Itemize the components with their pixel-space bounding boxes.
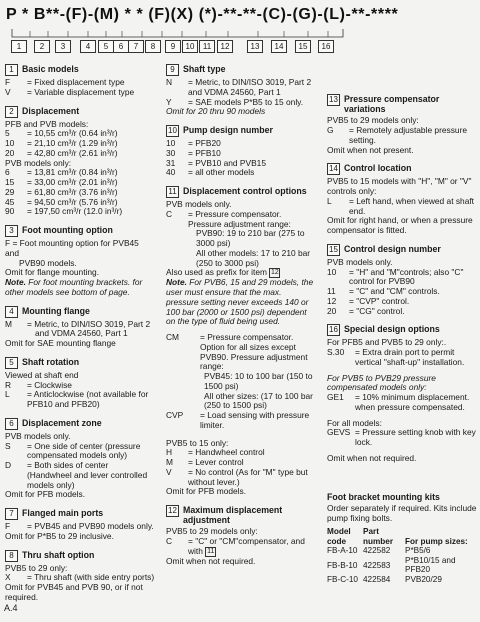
- section-title: Shaft type: [183, 64, 226, 74]
- subheading: PVB5 to 29 only:: [5, 562, 68, 573]
- option-code: R: [5, 379, 12, 390]
- option-desc: = One side of center (pressure compensated models only): [27, 440, 141, 461]
- option-desc: = 33,00 cm³/r (2.01 in³/r): [27, 177, 118, 187]
- section-thru-shaft: [5, 550, 155, 603]
- option-detail: PVB45: 10 to 100 bar (150 to 1500 psi): [204, 371, 313, 391]
- option-code: 31: [166, 157, 176, 168]
- item-reference-box: 11: [207, 547, 215, 555]
- option-detail: PVB90: 19 to 210 bar (275 to 3000 psi): [196, 228, 305, 248]
- option-code: 11: [327, 286, 336, 297]
- option-code: 30: [166, 147, 176, 158]
- option-code: C: [166, 208, 173, 219]
- section-number: 1: [5, 64, 18, 76]
- column-header: Model code: [327, 527, 351, 546]
- column-1: [5, 64, 155, 611]
- subheading: PVB models only.: [327, 256, 393, 267]
- position-box-8: 8: [145, 40, 161, 53]
- section-control-location: [327, 163, 477, 236]
- position-box-2: 2: [34, 40, 50, 53]
- section-title: Control design number: [344, 243, 441, 254]
- option-code: F: [5, 77, 11, 87]
- section-number: 14: [327, 163, 340, 175]
- note-label: Note.: [166, 277, 187, 288]
- position-box-16: 16: [318, 40, 334, 53]
- section-displacement-control: [166, 186, 316, 497]
- position-box-12: 12: [217, 40, 233, 53]
- position-box-13: 13: [247, 40, 263, 53]
- option-code: V: [5, 86, 11, 97]
- subheading: PVB5 to 29 models only:: [327, 115, 419, 126]
- option-code: 6: [5, 167, 10, 178]
- section-number: 6: [5, 418, 18, 430]
- body-text: Omit for PFB models.: [5, 489, 86, 500]
- page-number: A.4: [4, 603, 18, 613]
- subheading: PVB5 to 15 only:: [166, 437, 229, 448]
- option-code: 10: [5, 138, 15, 148]
- table-cell: FB-C-10: [327, 574, 358, 584]
- option-code: GEVS: [327, 427, 351, 438]
- section-title: Basic models: [22, 64, 79, 74]
- option-desc: = Metric, to DIN/ISO 3019, Part 2 and VDMA 24560, Part 1: [188, 77, 312, 97]
- position-box-3: 3: [55, 40, 71, 53]
- section-title: Displacement zone: [22, 417, 102, 428]
- subheading: PFB and PVB models:: [5, 118, 89, 129]
- option-desc: = Handwheel control: [188, 447, 265, 458]
- option-desc: = No control (As for "M" type but without lever.): [188, 466, 308, 487]
- subheading: PVB models only.: [5, 430, 71, 441]
- section-title: Mounting flange: [22, 305, 90, 316]
- section-number: 3: [5, 225, 18, 237]
- section-mounting-flange: [5, 306, 155, 349]
- position-box-11: 11: [199, 40, 215, 53]
- option-code: S: [5, 440, 11, 451]
- section-title: Control location: [344, 163, 412, 174]
- item-reference-box: 12: [270, 269, 279, 277]
- section-special-design-options: [327, 324, 477, 463]
- option-code: 15: [5, 177, 15, 187]
- option-code: M: [5, 318, 12, 329]
- option-code: H: [166, 447, 173, 458]
- section-title: Pump design number: [183, 125, 273, 135]
- position-box-9: 9: [165, 40, 181, 53]
- option-desc: = all other models: [188, 167, 255, 178]
- section-displacement-zone: [5, 418, 155, 500]
- option-code: 29: [5, 186, 15, 197]
- section-control-design-number: [327, 244, 477, 317]
- option-detail: All other sizes: (17 to 100 bar (250 to 1500 psi): [204, 390, 313, 411]
- option-desc: = PFB10: [188, 147, 221, 158]
- section-basic-models: [5, 64, 155, 98]
- option-desc: = Both sides of center (Handwheel and lever controlled models only): [27, 460, 148, 490]
- code-position-boxes: [0, 40, 480, 52]
- option-desc: = 13,81 cm³/r (0.84 in³/r): [27, 167, 118, 178]
- option-desc: = Anticlockwise (not available for PFB10 and PFB20): [27, 389, 149, 409]
- section-number: 13: [327, 94, 340, 106]
- section-flanged-ports: [5, 508, 155, 542]
- option-code: 12: [327, 295, 337, 306]
- section-title: Displacement control options: [183, 186, 307, 196]
- section-shaft-type: [166, 64, 316, 117]
- table-row: [327, 546, 477, 556]
- option-desc: = "H" and "M"controls; also "C" control for PVB90: [349, 266, 464, 287]
- section-title: Shaft rotation: [22, 356, 80, 367]
- section-number: 2: [5, 106, 18, 118]
- body-text: Omit for right hand, or when a pressure compensator is fitted.: [327, 215, 473, 236]
- table-cell: FB-A-10: [327, 546, 358, 556]
- section-foot-bracket-kits: [327, 492, 477, 585]
- option-desc: = PVB45 and PVB90 models only.: [27, 521, 154, 531]
- table-cell: PVB20/29: [405, 574, 442, 584]
- option-desc: = "CG" control.: [349, 305, 405, 316]
- table-cell: 422582: [363, 546, 391, 556]
- position-box-1: 1: [11, 40, 27, 53]
- option-detail: All other models: 17 to 210 bar (250 to 3000 psi): [196, 247, 311, 268]
- option-desc: = 197,50 cm³/r (12.0 in³/r): [27, 206, 123, 217]
- section-foot-mounting: [5, 225, 155, 298]
- code-bracket-line: [10, 29, 345, 39]
- option-code: 20: [327, 305, 337, 316]
- body-text: Omit for 20 thru 90 models: [166, 106, 266, 117]
- option-code: S.30: [327, 347, 345, 358]
- body-text: Order separately if required. Kits include pump fixing bolts.: [327, 502, 477, 523]
- option-code: M: [166, 457, 173, 467]
- option-code: 40: [166, 167, 176, 178]
- subheading: PVB models only:: [5, 157, 72, 168]
- option-code: F: [5, 521, 11, 531]
- body-text: Omit for PFB models.: [166, 486, 247, 497]
- section-title: Foot mounting option: [22, 225, 113, 235]
- option-desc: = 10% minimum displacement. when pressure compensated.: [355, 392, 470, 412]
- section-number: 10: [166, 125, 179, 137]
- option-code: CM: [166, 332, 180, 342]
- option-desc: = Load sensing with pressure limiter.: [200, 410, 310, 430]
- body-text: Omit for P*B5 to 29 inclusive.: [5, 530, 114, 541]
- table-row: [327, 575, 477, 585]
- body-text: Omit when not required.: [327, 452, 417, 463]
- option-desc: = "C" and "CM" controls.: [349, 286, 440, 297]
- subheading: For PFB5 and PVB5 to 29 only:.: [327, 337, 447, 348]
- option-desc: = Clockwise: [27, 379, 72, 390]
- note-label: Note.: [5, 277, 26, 287]
- section-title: Thru shaft option: [22, 549, 95, 560]
- position-box-7: 7: [128, 40, 144, 53]
- table-cell: FB-B-10: [327, 560, 358, 570]
- option-desc: = PFB20: [188, 138, 221, 148]
- option-desc: = 94,50 cm³/r (5.76 in³/r): [27, 196, 118, 207]
- table-cell: P*B5/6: [405, 546, 431, 556]
- section-displacement: [5, 106, 155, 218]
- option-desc: = PVB10 and PVB15: [188, 157, 266, 168]
- option-code: D: [5, 460, 12, 470]
- column-header: For pump sizes:: [405, 536, 468, 546]
- option-desc: = 21,10 cm³/r (1.29 in³/r): [27, 138, 118, 148]
- section-title: Foot bracket mounting kits: [327, 491, 440, 502]
- section-title: Pressure compensator variations: [344, 94, 440, 115]
- section-number: 4: [5, 306, 18, 318]
- kits-table: [327, 527, 477, 584]
- body-text: F = Foot mounting option for PVB45 and: [5, 238, 139, 258]
- subheading: PVB models only.: [166, 199, 232, 209]
- table-row: [327, 556, 477, 575]
- option-code: Y: [166, 96, 172, 107]
- option-desc: = Pressure setting knob with key lock.: [355, 427, 476, 448]
- option-code: L: [327, 195, 332, 206]
- model-code-string: P * B**-(F)-(M) * * (F)(X) (*)-**-**-(C)-(G)-(L)-**-****: [6, 6, 399, 23]
- option-code: L: [5, 389, 10, 400]
- section-number: 7: [5, 508, 18, 520]
- body-text: with: [188, 546, 203, 557]
- section-number: 9: [166, 64, 179, 76]
- section-number: 15: [327, 244, 340, 256]
- section-number: 12: [166, 505, 179, 517]
- body-text: Omit for SAE mounting flange: [5, 338, 116, 348]
- position-box-6: 6: [113, 40, 129, 53]
- section-number: 11: [166, 186, 179, 198]
- option-desc: = Metric, to DIN/ISO 3019, Part 2: [27, 318, 151, 329]
- note-text: For foot mounting brackets. for other models see bottom of page.: [5, 277, 143, 297]
- column-2: [166, 64, 316, 575]
- option-desc: = Pressure compensator. Pressure adjustment range:: [188, 208, 291, 229]
- note-text: For PVB6, 15 and 29 models, the user must ensure that the max. pressure setting never exceeds 140 or 100 bar (2000 or 1500 psi) dependent on the type of fluid being used.: [166, 277, 314, 327]
- body-text: Omit when not required.: [166, 555, 256, 566]
- option-code: 90: [5, 206, 15, 217]
- option-code: N: [166, 77, 173, 87]
- body-text: Omit for PVB45 and PVB 90, or if not required.: [5, 582, 143, 602]
- subheading: For all models:: [327, 417, 382, 428]
- position-box-5: 5: [98, 40, 114, 53]
- option-code: 5: [5, 128, 10, 139]
- option-code: GE1: [327, 392, 344, 403]
- position-box-14: 14: [271, 40, 287, 53]
- section-pump-design-number: [166, 125, 316, 178]
- body-text: Also used as prefix for item: [166, 267, 268, 278]
- section-title: Special design options: [344, 324, 440, 335]
- position-box-10: 10: [182, 40, 198, 53]
- option-code: V: [166, 466, 172, 477]
- body-text: Omit for flange mounting.: [5, 267, 100, 278]
- option-desc: = Left hand, when viewed at shaft end.: [349, 195, 475, 216]
- option-desc: = Lever control: [188, 457, 244, 467]
- position-box-15: 15: [295, 40, 311, 53]
- column-3: [327, 94, 477, 592]
- table-cell: 422583: [363, 560, 391, 570]
- subheading: For PVB5 to PVB29 pressure compensated models only:: [327, 372, 436, 393]
- subheading: PVB5 to 29 models only:: [166, 526, 258, 537]
- option-desc: = Fixed displacement type: [27, 77, 125, 87]
- option-desc: = "CVP" control.: [349, 295, 410, 306]
- option-code: 45: [5, 196, 15, 207]
- option-desc: = 10,55 cm³/r (0.64 in³/r): [27, 128, 118, 139]
- subheading: Viewed at shaft end: [5, 369, 79, 380]
- option-desc: = Thru shaft (with side entry ports): [27, 572, 155, 583]
- section-number: 8: [5, 550, 18, 562]
- option-desc: and VDMA 24560, Part 1: [35, 328, 128, 339]
- section-max-displacement: [166, 505, 316, 567]
- option-desc: = Pressure compensator. Option for all sizes except PVB90. Pressure adjustment range:: [200, 332, 308, 372]
- option-desc: = Remotely adjustable pressure setting.: [349, 125, 468, 145]
- subheading: PVB5 to 15 models with "H", "M" or "V" controls only:: [327, 176, 472, 197]
- position-box-4: 4: [80, 40, 96, 53]
- section-title: Maximum displacement adjustment: [183, 505, 283, 526]
- option-code: G: [327, 125, 334, 136]
- option-code: 10: [327, 266, 337, 277]
- section-title: Displacement: [22, 105, 80, 116]
- body-text: Omit when not present.: [327, 144, 414, 155]
- section-shaft-rotation: [5, 357, 155, 410]
- option-code: 10: [166, 138, 176, 148]
- option-code: C: [166, 536, 173, 547]
- table-cell: 422584: [363, 574, 391, 584]
- option-desc: = "C" or "CM"compensator, and: [188, 536, 305, 547]
- column-header: Part number: [363, 527, 394, 546]
- option-code: 20: [5, 147, 15, 158]
- section-pressure-compensator-variations: [327, 94, 477, 155]
- section-number: 5: [5, 357, 18, 369]
- option-code: X: [5, 572, 11, 583]
- option-desc: = SAE models P*B5 to 15 only.: [188, 96, 304, 107]
- option-desc: = Variable displacement type: [27, 86, 135, 97]
- option-desc: = 42,80 cm³/r (2.61 in³/r): [27, 147, 118, 158]
- option-desc: = Extra drain port to permit vertical "shaft-up" installation.: [355, 347, 465, 367]
- option-code: CVP: [166, 410, 184, 420]
- section-number: 16: [327, 324, 340, 336]
- section-title: Flanged main ports: [22, 508, 104, 518]
- body-text: PVB90 models.: [19, 257, 77, 268]
- option-desc: = 61,80 cm³/r (3.76 in³/r): [27, 186, 118, 197]
- table-cell: P*B10/15 and PFB20: [405, 555, 456, 575]
